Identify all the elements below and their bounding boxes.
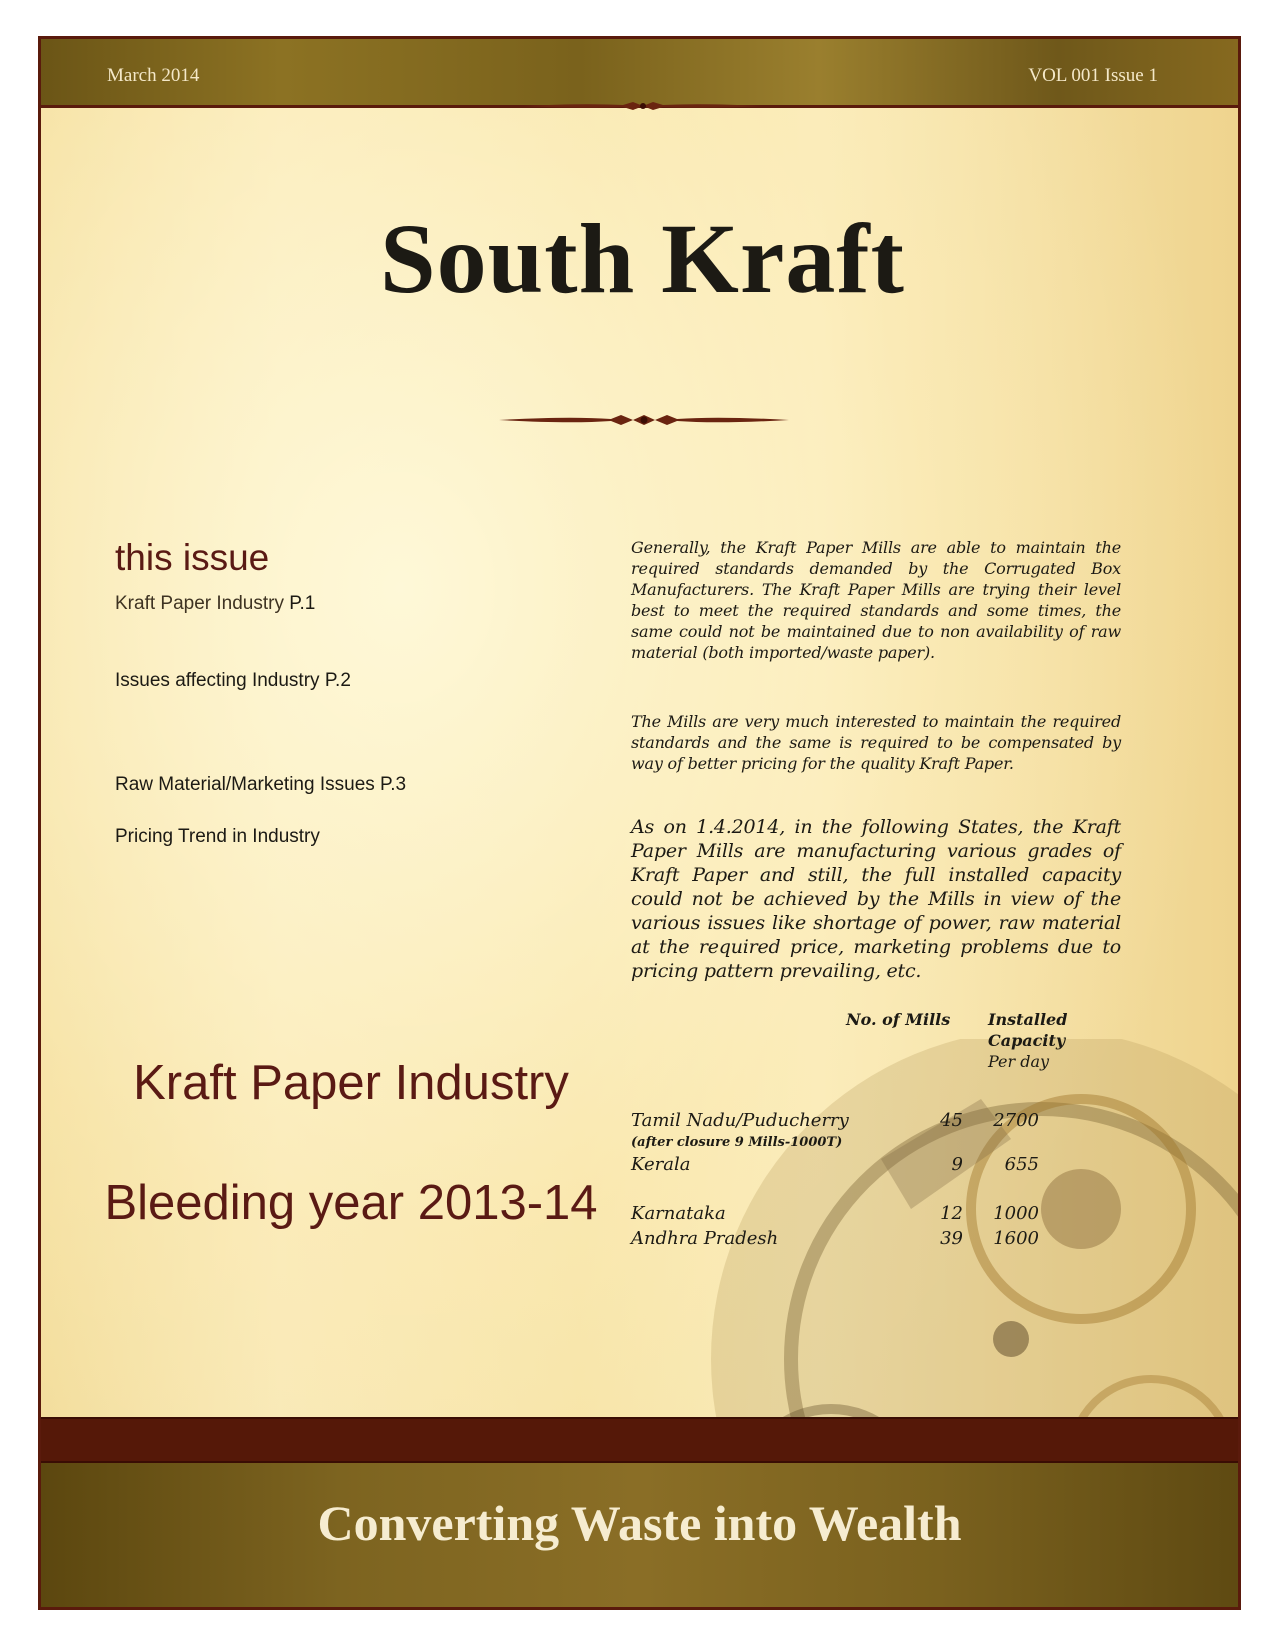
volume-label: VOL 001 Issue 1 [1028,65,1158,86]
stats-state: Karnataka [631,1203,726,1224]
article-paragraph: As on 1.4.2014, in the following States, the Kraft Paper Mills are manufacturing various grades of Kraft Paper and still, the full installed capacity could not be achieved by the Mills in view of the various issues like shortage of power, raw material at the required price, marketing problems due to pricing pattern prevailing, etc. [631,816,1121,982]
stats-mills: 45 [940,1110,963,1131]
stats-capacity: 1000 [993,1203,1039,1224]
stats-header-capacity-line: Installed [988,1010,1068,1029]
toc-heading: this issue [115,537,270,578]
footer-tagline: Converting Waste into Wealth [317,1495,962,1551]
newsletter-page [38,36,1241,1610]
stats-header-capacity [988,1009,1098,1072]
stats-header-capacity-line: Capacity [988,1031,1066,1050]
stats-mills: 9 [951,1154,963,1175]
stats-state: Tamil Nadu/Puducherry [631,1110,849,1131]
toc-item-label: Kraft Paper Industry [115,593,284,614]
toc-item-page: P.2 [324,670,351,691]
top-ornament-icon [523,99,763,113]
stats-state: Andhra Pradesh [631,1228,779,1249]
newsletter-title: South Kraft [380,203,905,314]
toc-item-raw-material-marketing[interactable] [115,774,406,796]
toc-item-page: P.3 [380,774,407,795]
toc-item-kraft-paper-industry[interactable] [115,593,315,615]
stats-mills: 12 [940,1203,963,1224]
stats-mills: 39 [940,1228,963,1249]
article-paragraph: The Mills are very much interested to maintain the required standards and the same is required to be compensated by way of better pricing for the quality Kraft Paper. [631,712,1121,773]
article-paragraph: Generally, the Kraft Paper Mills are able to maintain the required standards demanded by the Corrugated Box Manufacturers. The Kraft Paper Mills are trying their level best to meet the required standards and some times, the same could not be maintained due to non availability of raw material (both imported/waste paper). [631,538,1121,662]
stats-capacity: 2700 [993,1110,1039,1131]
stats-capacity: 1600 [993,1228,1039,1249]
header-band [41,39,1238,108]
toc-item-pricing-trend[interactable] [115,826,320,848]
toc-item-label: Raw Material/Marketing Issues [115,774,375,795]
toc-item-label: Pricing Trend in Industry [115,826,320,847]
footer-divider-band [41,1417,1238,1463]
stats-header-mills: No. of Mills [846,1010,951,1029]
toc-item-label: Issues affecting Industry [115,670,320,691]
issue-date: March 2014 [107,65,200,86]
feature-headline: Kraft Paper Industry [133,1056,569,1110]
stats-capacity: 655 [1004,1154,1039,1175]
toc-item-page: P.1 [289,593,316,614]
feature-subheadline: Bleeding year 2013-14 [104,1176,598,1230]
stats-header-capacity-line: Per day [988,1052,1050,1071]
divider-ornament-icon [499,411,789,429]
stats-note: (after closure 9 Mills-1000T) [631,1135,843,1150]
stats-state: Kerala [631,1154,691,1175]
toc-item-issues-affecting-industry[interactable] [115,670,351,692]
